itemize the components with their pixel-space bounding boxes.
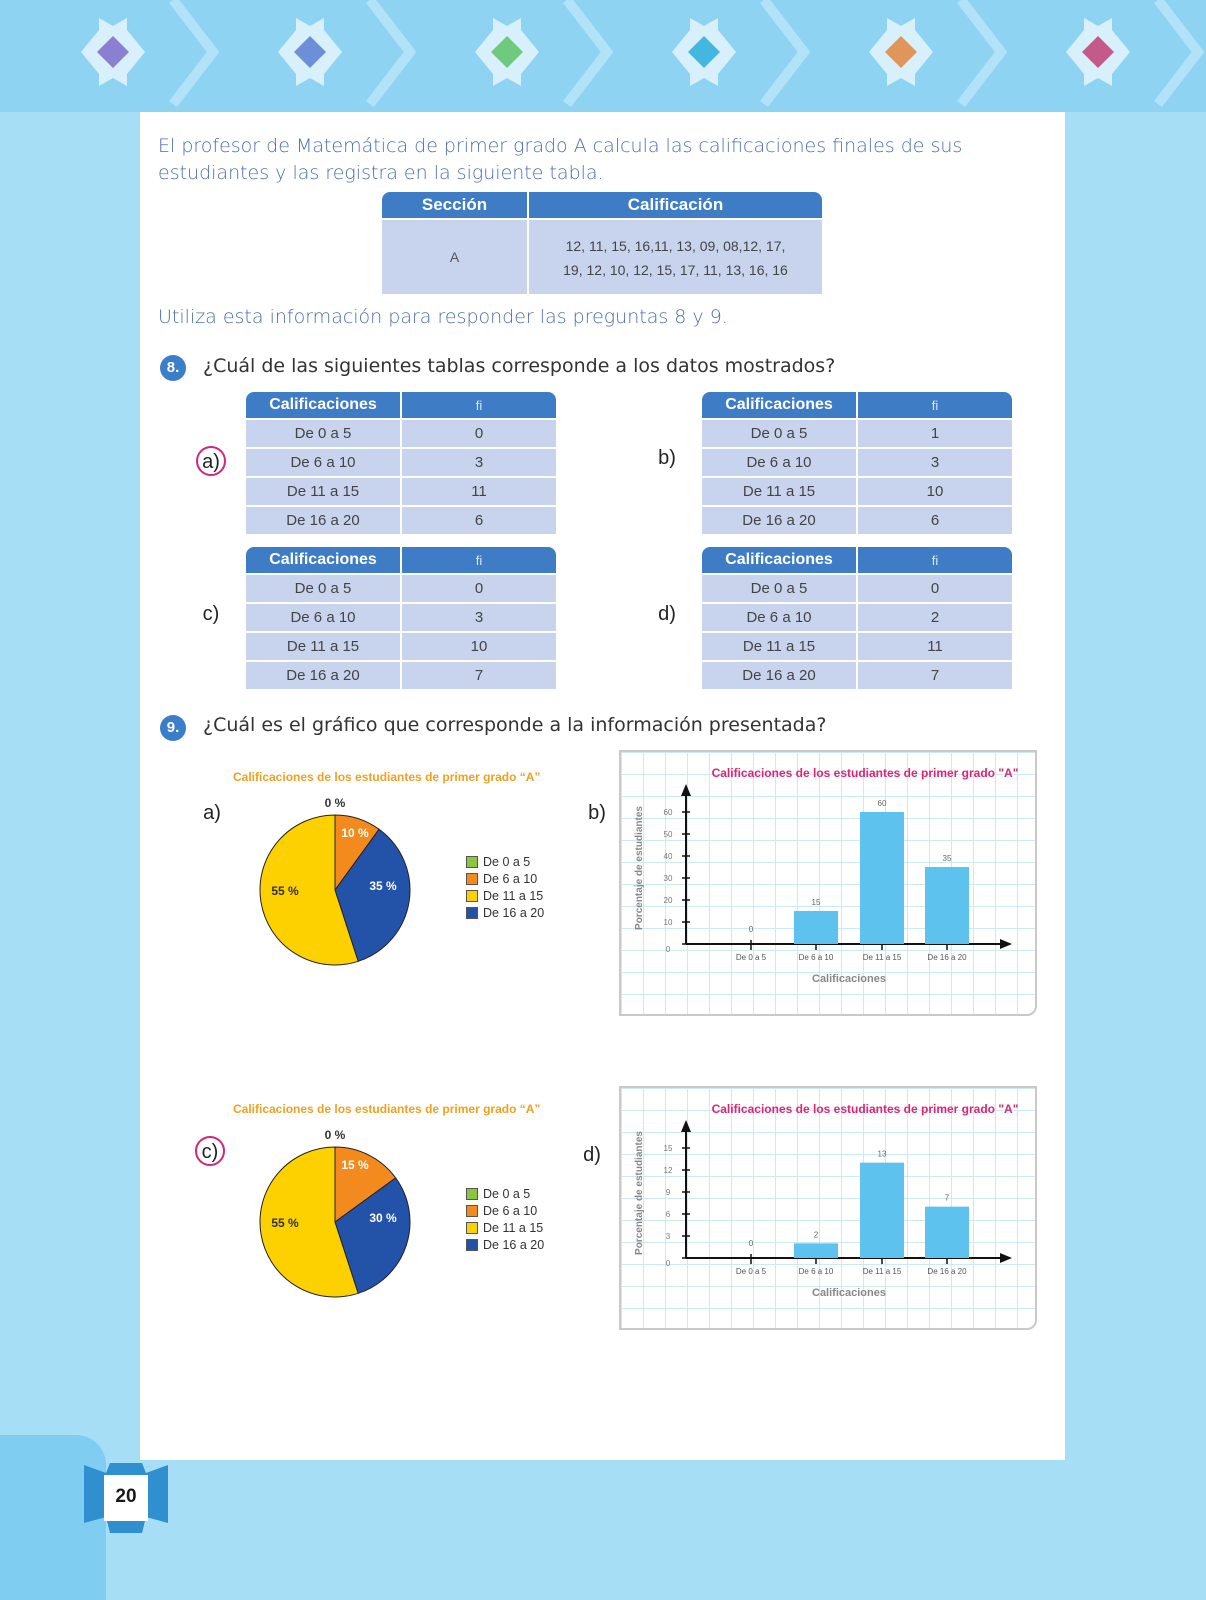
table-row [246, 604, 556, 631]
q8-option-label-c[interactable]: c) [202, 603, 220, 625]
bar-chart-title: Calificaciones de los estudiantes de primer grado "A" [711, 1102, 1019, 1116]
pie-label: 35 % [369, 879, 397, 893]
range-cell: De 11 a 15 [702, 478, 856, 505]
frequency-table-c [244, 545, 558, 691]
legend-item [466, 1185, 544, 1202]
question-9-number: 9. [160, 715, 186, 741]
frequency-cell: 0 [402, 575, 556, 602]
frequency-table-d [700, 545, 1014, 691]
col-header-fi: fi [402, 392, 556, 418]
legend-item [466, 1202, 544, 1219]
legend-label: De 16 a 20 [483, 905, 545, 920]
bar [794, 911, 838, 944]
range-cell: De 6 a 10 [702, 604, 856, 631]
table-row [702, 662, 1012, 689]
bar-chart-b [619, 750, 1035, 1014]
frequency-table-b [700, 390, 1014, 536]
pie-label: 15 % [341, 1158, 369, 1172]
legend-item [466, 853, 544, 870]
bar-chart-d [619, 1086, 1035, 1328]
table-row [246, 449, 556, 476]
bar-value-label: 13 [877, 1149, 887, 1159]
y-tick-label: 10 [663, 918, 673, 927]
bar [794, 1243, 838, 1258]
range-cell: De 16 a 20 [702, 507, 856, 534]
x-axis-arrow [1000, 1253, 1012, 1263]
pie-c-legend [466, 1185, 544, 1253]
col-header-fi: fi [858, 547, 1012, 573]
legend-label: De 11 a 15 [483, 888, 544, 903]
legend-item [466, 1219, 544, 1236]
y-tick-label: 6 [665, 1210, 671, 1219]
y-axis-arrow [681, 784, 691, 796]
legend-item [466, 870, 544, 887]
question-8-number: 8. [160, 355, 186, 381]
table-row [246, 633, 556, 660]
frequency-cell: 3 [402, 449, 556, 476]
bar [925, 867, 969, 944]
frequency-cell: 1 [858, 420, 1012, 447]
y-axis-label: Porcentaje de estudiantes [634, 806, 645, 930]
y-tick-label: 30 [663, 874, 673, 883]
range-cell: De 0 a 5 [702, 575, 856, 602]
pie-c-title: Calificaciones de los estudiantes de primer grado “A” [233, 1102, 541, 1116]
frequency-cell: 11 [402, 478, 556, 505]
x-tick-label: De 11 a 15 [862, 953, 902, 962]
table-header-grades: Calificación [529, 192, 822, 218]
col-header-fi: fi [858, 392, 1012, 418]
bar [860, 1163, 904, 1258]
x-tick-label: De 0 a 5 [735, 1267, 767, 1276]
range-cell: De 6 a 10 [702, 449, 856, 476]
range-cell: De 16 a 20 [246, 662, 400, 689]
question-9-text: ¿Cuál es el gráfico que corresponde a la información presentada? [203, 714, 827, 736]
grades-line-1: 12, 11, 15, 16,11, 13, 09, 08,12, 17, [565, 238, 786, 254]
legend-label: De 0 a 5 [483, 854, 531, 869]
col-header-calificaciones: Calificaciones [702, 392, 856, 418]
y-tick-label: 60 [663, 808, 673, 817]
x-axis-label: Calificaciones [812, 1287, 886, 1299]
q8-option-label-b[interactable]: b) [658, 447, 676, 469]
frequency-cell: 11 [858, 633, 1012, 660]
range-cell: De 11 a 15 [246, 478, 400, 505]
legend-item [466, 887, 544, 904]
range-cell: De 0 a 5 [246, 575, 400, 602]
bar-value-label: 7 [944, 1193, 950, 1203]
y-tick-label: 40 [663, 852, 673, 861]
y-tick-label: 12 [663, 1166, 673, 1175]
range-cell: De 0 a 5 [246, 420, 400, 447]
col-header-calificaciones: Calificaciones [246, 392, 400, 418]
deco-chevron [173, 0, 213, 104]
range-cell: De 11 a 15 [246, 633, 400, 660]
table-cell-grades [529, 220, 822, 294]
x-tick-label: De 6 a 10 [798, 1267, 834, 1276]
x-axis-label: Calificaciones [812, 973, 886, 985]
deco-chevron [370, 0, 410, 104]
legend-item [466, 904, 544, 921]
frequency-cell: 6 [402, 507, 556, 534]
y-tick-label: 3 [665, 1232, 671, 1241]
bar-value-label: 2 [813, 1230, 819, 1240]
intro-paragraph: El profesor de Matemática de primer grado A calcula las calificaciones finales de sus estudiantes y las registra en la siguiente tabla. [158, 135, 963, 184]
y-tick-label: 15 [663, 1144, 673, 1153]
range-cell: De 11 a 15 [702, 633, 856, 660]
legend-label: De 0 a 5 [483, 1186, 531, 1201]
frequency-cell: 3 [402, 604, 556, 631]
table-row [246, 662, 556, 689]
pie-chart-c [258, 1122, 428, 1302]
left-margin-strip [0, 112, 106, 1600]
legend-label: De 6 a 10 [483, 1203, 538, 1218]
x-tick-label: De 16 a 20 [927, 953, 967, 962]
y-tick-label: 0 [665, 1259, 671, 1268]
q9-option-d-label[interactable]: d) [583, 1144, 601, 1166]
deco-chevron [961, 0, 1001, 104]
y-axis-arrow [681, 1120, 691, 1132]
x-tick-label: De 0 a 5 [735, 953, 767, 962]
table-row [702, 633, 1012, 660]
grades-line-2: 19, 12, 10, 12, 15, 17, 11, 13, 16, 16 [563, 262, 788, 278]
x-tick-label: De 16 a 20 [927, 1267, 967, 1276]
bar-value-label: 0 [748, 925, 754, 934]
y-tick-label: 9 [665, 1188, 671, 1197]
deco-chevron [567, 0, 607, 104]
decorative-pattern [0, 0, 1206, 112]
frequency-table-a [244, 390, 558, 536]
x-tick-label: De 11 a 15 [862, 1267, 902, 1276]
table-row [702, 604, 1012, 631]
range-cell: De 16 a 20 [702, 662, 856, 689]
table-cell-section: A [382, 220, 527, 294]
pie-label: 55 % [271, 1216, 299, 1230]
range-cell: De 6 a 10 [246, 604, 400, 631]
bar-value-label: 35 [942, 854, 952, 863]
y-axis-label: Porcentaje de estudiantes [634, 1131, 645, 1255]
question-8-text: ¿Cuál de las siguientes tablas corresponde a los datos mostrados? [203, 355, 836, 377]
deco-chevron [764, 0, 804, 104]
col-header-calificaciones: Calificaciones [702, 547, 856, 573]
bar-chart-title: Calificaciones de los estudiantes de primer grado "A" [711, 766, 1019, 780]
q8-option-label-a[interactable]: a) [196, 446, 226, 476]
grades-table [382, 192, 822, 294]
y-tick-label: 20 [663, 896, 673, 905]
deco-chevron [1158, 0, 1198, 104]
q9-option-b-label[interactable]: b) [588, 802, 606, 824]
range-cell: De 16 a 20 [246, 507, 400, 534]
pie-label: 55 % [271, 884, 299, 898]
pie-a-legend [466, 853, 544, 921]
frequency-cell: 6 [858, 507, 1012, 534]
bar-value-label: 60 [877, 799, 887, 808]
page-number: 20 [115, 1486, 137, 1507]
y-tick-label: 0 [665, 945, 671, 954]
x-tick-label: De 6 a 10 [798, 953, 834, 962]
legend-label: De 6 a 10 [483, 871, 538, 886]
bar-value-label: 0 [748, 1239, 754, 1248]
bar [860, 812, 904, 944]
frequency-cell: 0 [402, 420, 556, 447]
decorative-header-band [0, 0, 1206, 112]
q9-option-c-label[interactable]: c) [195, 1136, 225, 1166]
q8-option-label-d[interactable]: d) [658, 603, 676, 625]
pie-label: 30 % [369, 1211, 397, 1225]
col-header-fi: fi [402, 547, 556, 573]
pie-label: 10 % [341, 826, 369, 840]
table-row [246, 420, 556, 447]
table-row [246, 575, 556, 602]
pie-label: 0 % [324, 1128, 346, 1142]
pie-a-title: Calificaciones de los estudiantes de primer grado “A” [233, 770, 541, 784]
page-number-badge [84, 1463, 168, 1533]
frequency-cell: 2 [858, 604, 1012, 631]
table-row [702, 507, 1012, 534]
table-row [702, 449, 1012, 476]
table-row [246, 478, 556, 505]
range-cell: De 0 a 5 [702, 420, 856, 447]
range-cell: De 6 a 10 [246, 449, 400, 476]
legend-label: De 11 a 15 [483, 1220, 544, 1235]
pie-label: 0 % [324, 796, 346, 810]
table-row [702, 575, 1012, 602]
frequency-cell: 7 [858, 662, 1012, 689]
pie-chart-a [258, 790, 428, 970]
frequency-cell: 10 [402, 633, 556, 660]
q9-option-a-label[interactable]: a) [203, 802, 221, 824]
frequency-cell: 3 [858, 449, 1012, 476]
frequency-cell: 0 [858, 575, 1012, 602]
instruction-text: Utiliza esta información para responder las preguntas 8 y 9. [158, 306, 728, 328]
x-axis-arrow [1000, 939, 1012, 949]
legend-item [466, 1236, 544, 1253]
table-row [702, 420, 1012, 447]
table-row [246, 507, 556, 534]
legend-label: De 16 a 20 [483, 1237, 545, 1252]
frequency-cell: 10 [858, 478, 1012, 505]
bar-value-label: 15 [811, 898, 821, 907]
col-header-calificaciones: Calificaciones [246, 547, 400, 573]
table-row [702, 478, 1012, 505]
bar [925, 1207, 969, 1258]
frequency-cell: 7 [402, 662, 556, 689]
y-tick-label: 50 [663, 830, 673, 839]
table-header-section: Sección [382, 192, 527, 218]
